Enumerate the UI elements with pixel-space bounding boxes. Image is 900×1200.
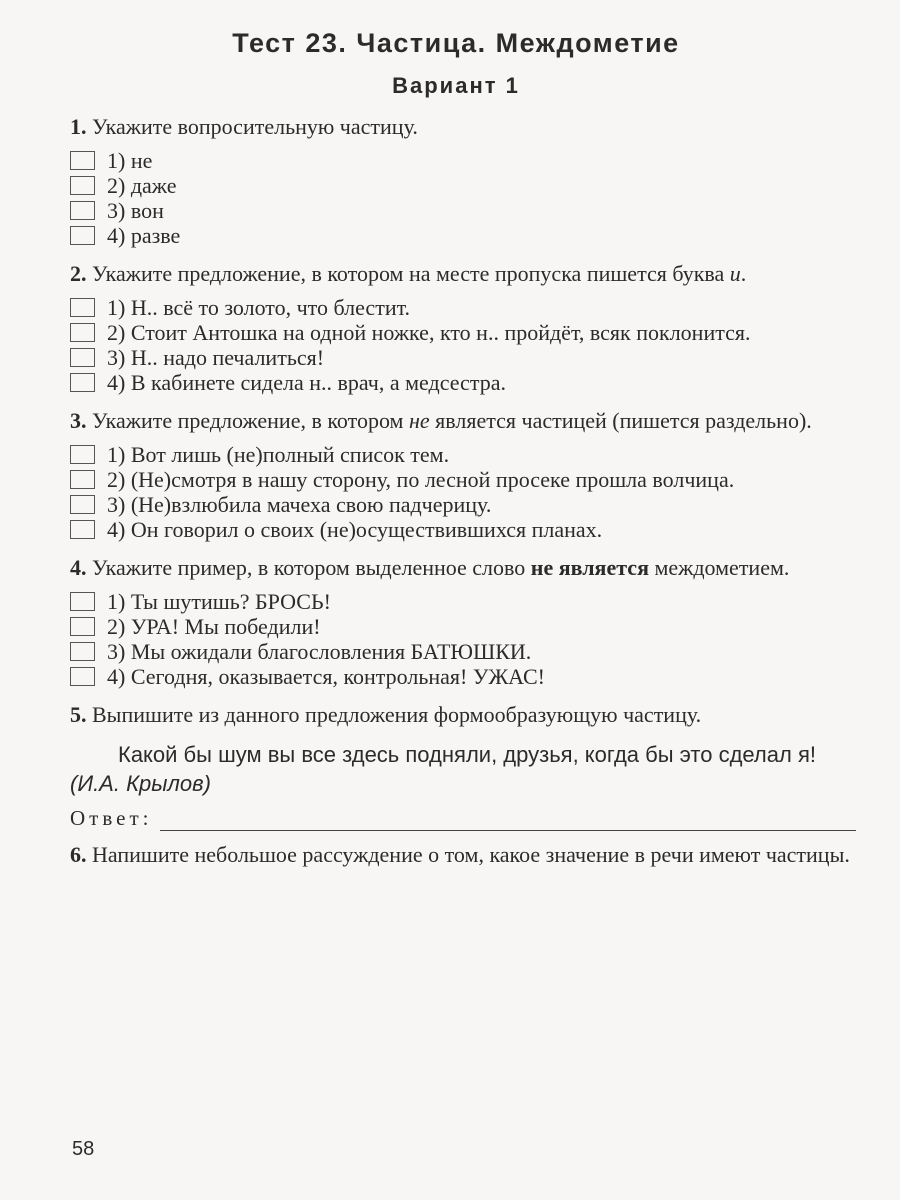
answer-checkbox[interactable]	[70, 470, 95, 489]
answer-checkbox[interactable]	[70, 617, 95, 636]
answer-option	[70, 492, 856, 517]
answer-field	[70, 806, 856, 831]
question-number: 1.	[70, 114, 87, 139]
question-2	[70, 260, 856, 287]
question-text: Укажите пример, в котором выделенное слово	[92, 555, 531, 580]
answer-option	[70, 467, 856, 492]
answer-option	[70, 442, 856, 467]
option-text: 4) Сегодня, оказывается, контрольная! УЖАС!	[107, 664, 545, 689]
question-3-options	[70, 442, 856, 542]
answer-checkbox[interactable]	[70, 667, 95, 686]
option-text: 2) УРА! Мы победили!	[107, 614, 321, 639]
answer-option	[70, 664, 856, 689]
question-1-options	[70, 148, 856, 248]
answer-option	[70, 589, 856, 614]
option-text: 1) Вот лишь (не)полный список тем.	[107, 442, 450, 467]
option-text: 1) не	[107, 148, 153, 173]
question-emphasis: не	[408, 408, 430, 433]
answer-checkbox[interactable]	[70, 298, 95, 317]
option-text: 2) даже	[107, 173, 177, 198]
answer-option	[70, 148, 856, 173]
answer-option	[70, 370, 856, 395]
question-emphasis: не является	[530, 555, 649, 580]
question-number: 4.	[70, 555, 87, 580]
question-number: 2.	[70, 261, 87, 286]
answer-checkbox[interactable]	[70, 348, 95, 367]
question-text-end: междометием.	[648, 555, 790, 580]
page-title: Тест 23. Частица. Междометие	[232, 28, 680, 58]
question-text: Укажите вопросительную частицу.	[92, 114, 418, 139]
answer-option	[70, 345, 856, 370]
answer-option	[70, 223, 856, 248]
question-text-end: является частицей (пишется раздельно).	[429, 408, 812, 433]
answer-checkbox[interactable]	[70, 323, 95, 342]
option-text: 2) Стоит Антошка на одной ножке, кто н.. пройдёт, всяк поклонится.	[107, 320, 751, 345]
quote-sentence	[70, 740, 856, 798]
question-2-options	[70, 295, 856, 395]
option-text: 3) Н.. надо печалиться!	[107, 345, 325, 370]
question-1	[70, 113, 856, 140]
option-text: 4) Он говорил о своих (не)осуществившихся планах.	[107, 517, 603, 542]
answer-checkbox[interactable]	[70, 373, 95, 392]
answer-input-line[interactable]	[160, 810, 856, 831]
answer-option	[70, 614, 856, 639]
answer-option	[70, 517, 856, 542]
option-text: 4) В кабинете сидела н.. врач, а медсестра.	[107, 370, 506, 395]
question-text: Укажите предложение, в котором на месте пропуска пишется буква	[92, 261, 730, 286]
answer-option	[70, 173, 856, 198]
question-number: 6.	[70, 842, 87, 867]
question-4	[70, 554, 856, 581]
answer-option	[70, 639, 856, 664]
quote-text: Какой бы шум вы все здесь подняли, друзья, когда бы это сделал я!	[118, 742, 816, 767]
question-5	[70, 701, 856, 728]
option-text: 4) разве	[107, 223, 181, 248]
option-text: 3) Мы ожидали благословления БАТЮШКИ.	[107, 639, 532, 664]
question-emphasis: и	[729, 261, 741, 286]
answer-checkbox[interactable]	[70, 176, 95, 195]
answer-checkbox[interactable]	[70, 151, 95, 170]
quote-author: (И.А. Крылов)	[70, 771, 211, 796]
answer-option	[70, 198, 856, 223]
option-text: 1) Н.. всё то золото, что блестит.	[107, 295, 411, 320]
question-number: 5.	[70, 702, 87, 727]
question-number: 3.	[70, 408, 87, 433]
question-6	[70, 841, 856, 868]
answer-checkbox[interactable]	[70, 592, 95, 611]
answer-checkbox[interactable]	[70, 642, 95, 661]
question-text: Укажите предложение, в котором	[92, 408, 409, 433]
question-text: Напишите небольшое рассуждение о том, какое значение в речи имеют частицы.	[92, 842, 850, 867]
question-text: Выпишите из данного предложения формообразующую частицу.	[92, 702, 702, 727]
answer-option	[70, 320, 856, 345]
page-number: 58	[72, 1138, 95, 1160]
variant-heading: Вариант 1	[392, 73, 520, 98]
answer-checkbox[interactable]	[70, 520, 95, 539]
question-text-end: .	[740, 261, 747, 286]
answer-checkbox[interactable]	[70, 445, 95, 464]
answer-checkbox[interactable]	[70, 226, 95, 245]
question-4-options	[70, 589, 856, 689]
answer-option	[70, 295, 856, 320]
answer-checkbox[interactable]	[70, 495, 95, 514]
question-3	[70, 407, 856, 434]
option-text: 3) вон	[107, 198, 164, 223]
answer-label: Ответ:	[70, 806, 153, 830]
option-text: 1) Ты шутишь? БРОСЬ!	[107, 589, 331, 614]
option-text: 2) (Не)смотря в нашу сторону, по лесной просеке прошла волчица.	[107, 467, 735, 492]
answer-checkbox[interactable]	[70, 201, 95, 220]
option-text: 3) (Не)взлюбила мачеха свою падчерицу.	[107, 492, 492, 517]
